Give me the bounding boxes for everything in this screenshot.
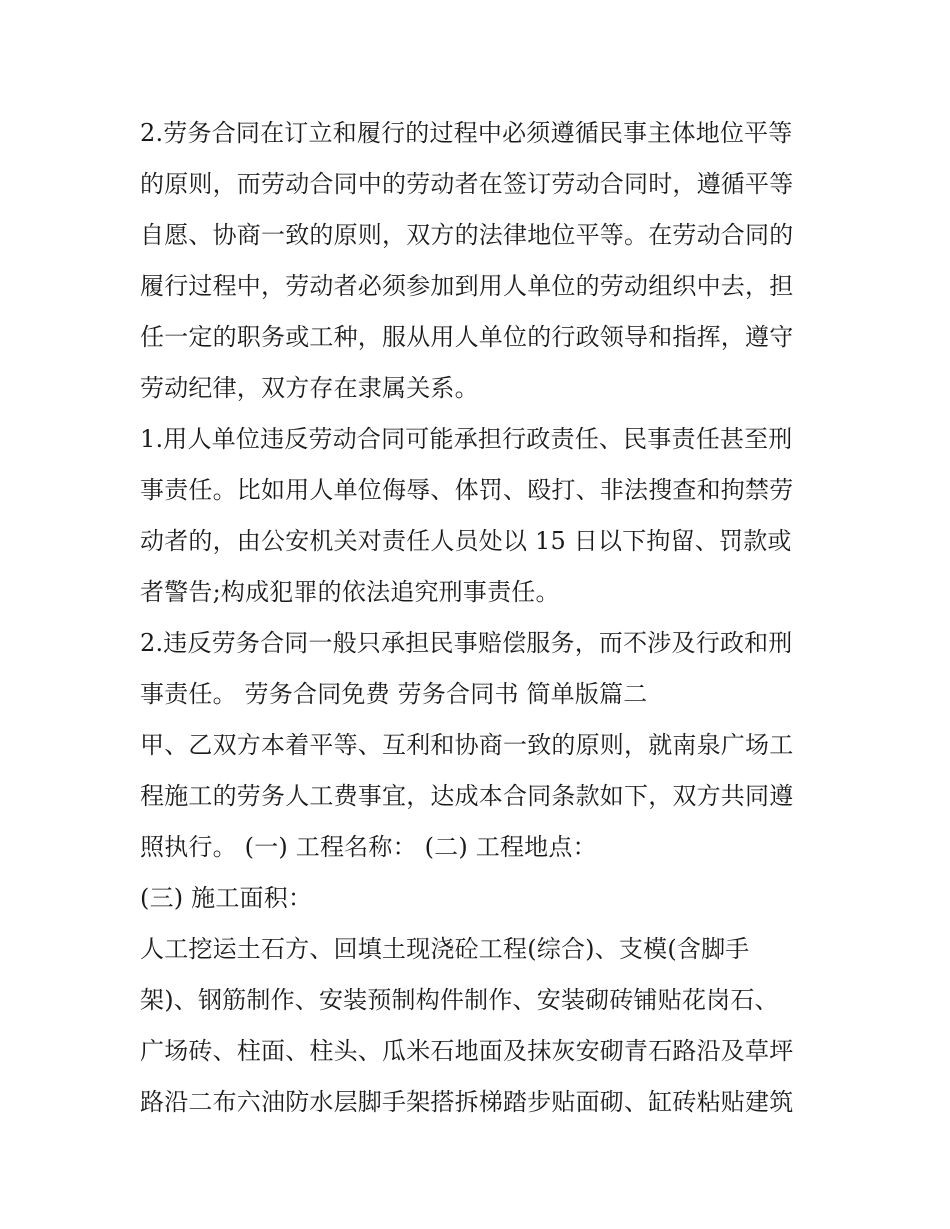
text-line: 甲、乙双方本着平等、互利和协商一致的原则，就南泉广场工: [140, 731, 794, 759]
text-line: 架)、钢筋制作、安装预制构件制作、安装砌砖铺贴花岗石、: [140, 986, 779, 1014]
text-line: 1.用人单位违反劳动合同可能承担行政责任、民事责任甚至刑: [140, 425, 793, 453]
text-line: 者警告;构成犯罪的依法追究刑事责任。: [140, 578, 560, 606]
text-line: 动者的，由公安机关对责任人员处以 15 日以下拘留、罚款或: [140, 527, 792, 555]
text-line: 事责任。 劳务合同免费 劳务合同书 简单版篇二: [140, 680, 648, 708]
text-line: 广场砖、柱面、柱头、瓜米石地面及抹灰安砌青石路沿及草坪: [140, 1037, 794, 1065]
text-line: 劳动纪律，双方存在隶属关系。: [140, 374, 479, 402]
text-line: 自愿、协商一致的原则，双方的法律地位平等。在劳动合同的: [140, 221, 794, 249]
text-line: 的原则，而劳动合同中的劳动者在签订劳动合同时，遵循平等: [140, 170, 794, 198]
text-line: 事责任。比如用人单位侮辱、体罚、殴打、非法搜查和拘禁劳: [140, 476, 794, 504]
document-body: [140, 108, 820, 1128]
text-line: 路沿二布六油防水层脚手架搭拆梯踏步贴面砌、缸砖粘贴建筑: [140, 1088, 794, 1116]
text-line: 人工挖运土石方、回填土现浇砼工程(综合)、支模(含脚手: [140, 935, 750, 963]
text-line: 2.违反劳务合同一般只承担民事赔偿服务，而不涉及行政和刑: [140, 629, 793, 657]
text-line: 2.劳务合同在订立和履行的过程中必须遵循民事主体地位平等: [140, 119, 793, 147]
text-line: 履行过程中，劳动者必须参加到用人单位的劳动组织中去，担: [140, 272, 794, 300]
text-line: 程施工的劳务人工费事宜，达成本合同条款如下，双方共同遵: [140, 782, 794, 810]
text-line: 照执行。 (一) 工程名称： (二) 工程地点：: [140, 833, 597, 861]
text-line: (三) 施工面积：: [140, 884, 313, 912]
text-line: 任一定的职务或工种，服从用人单位的行政领导和指挥，遵守: [140, 323, 794, 351]
